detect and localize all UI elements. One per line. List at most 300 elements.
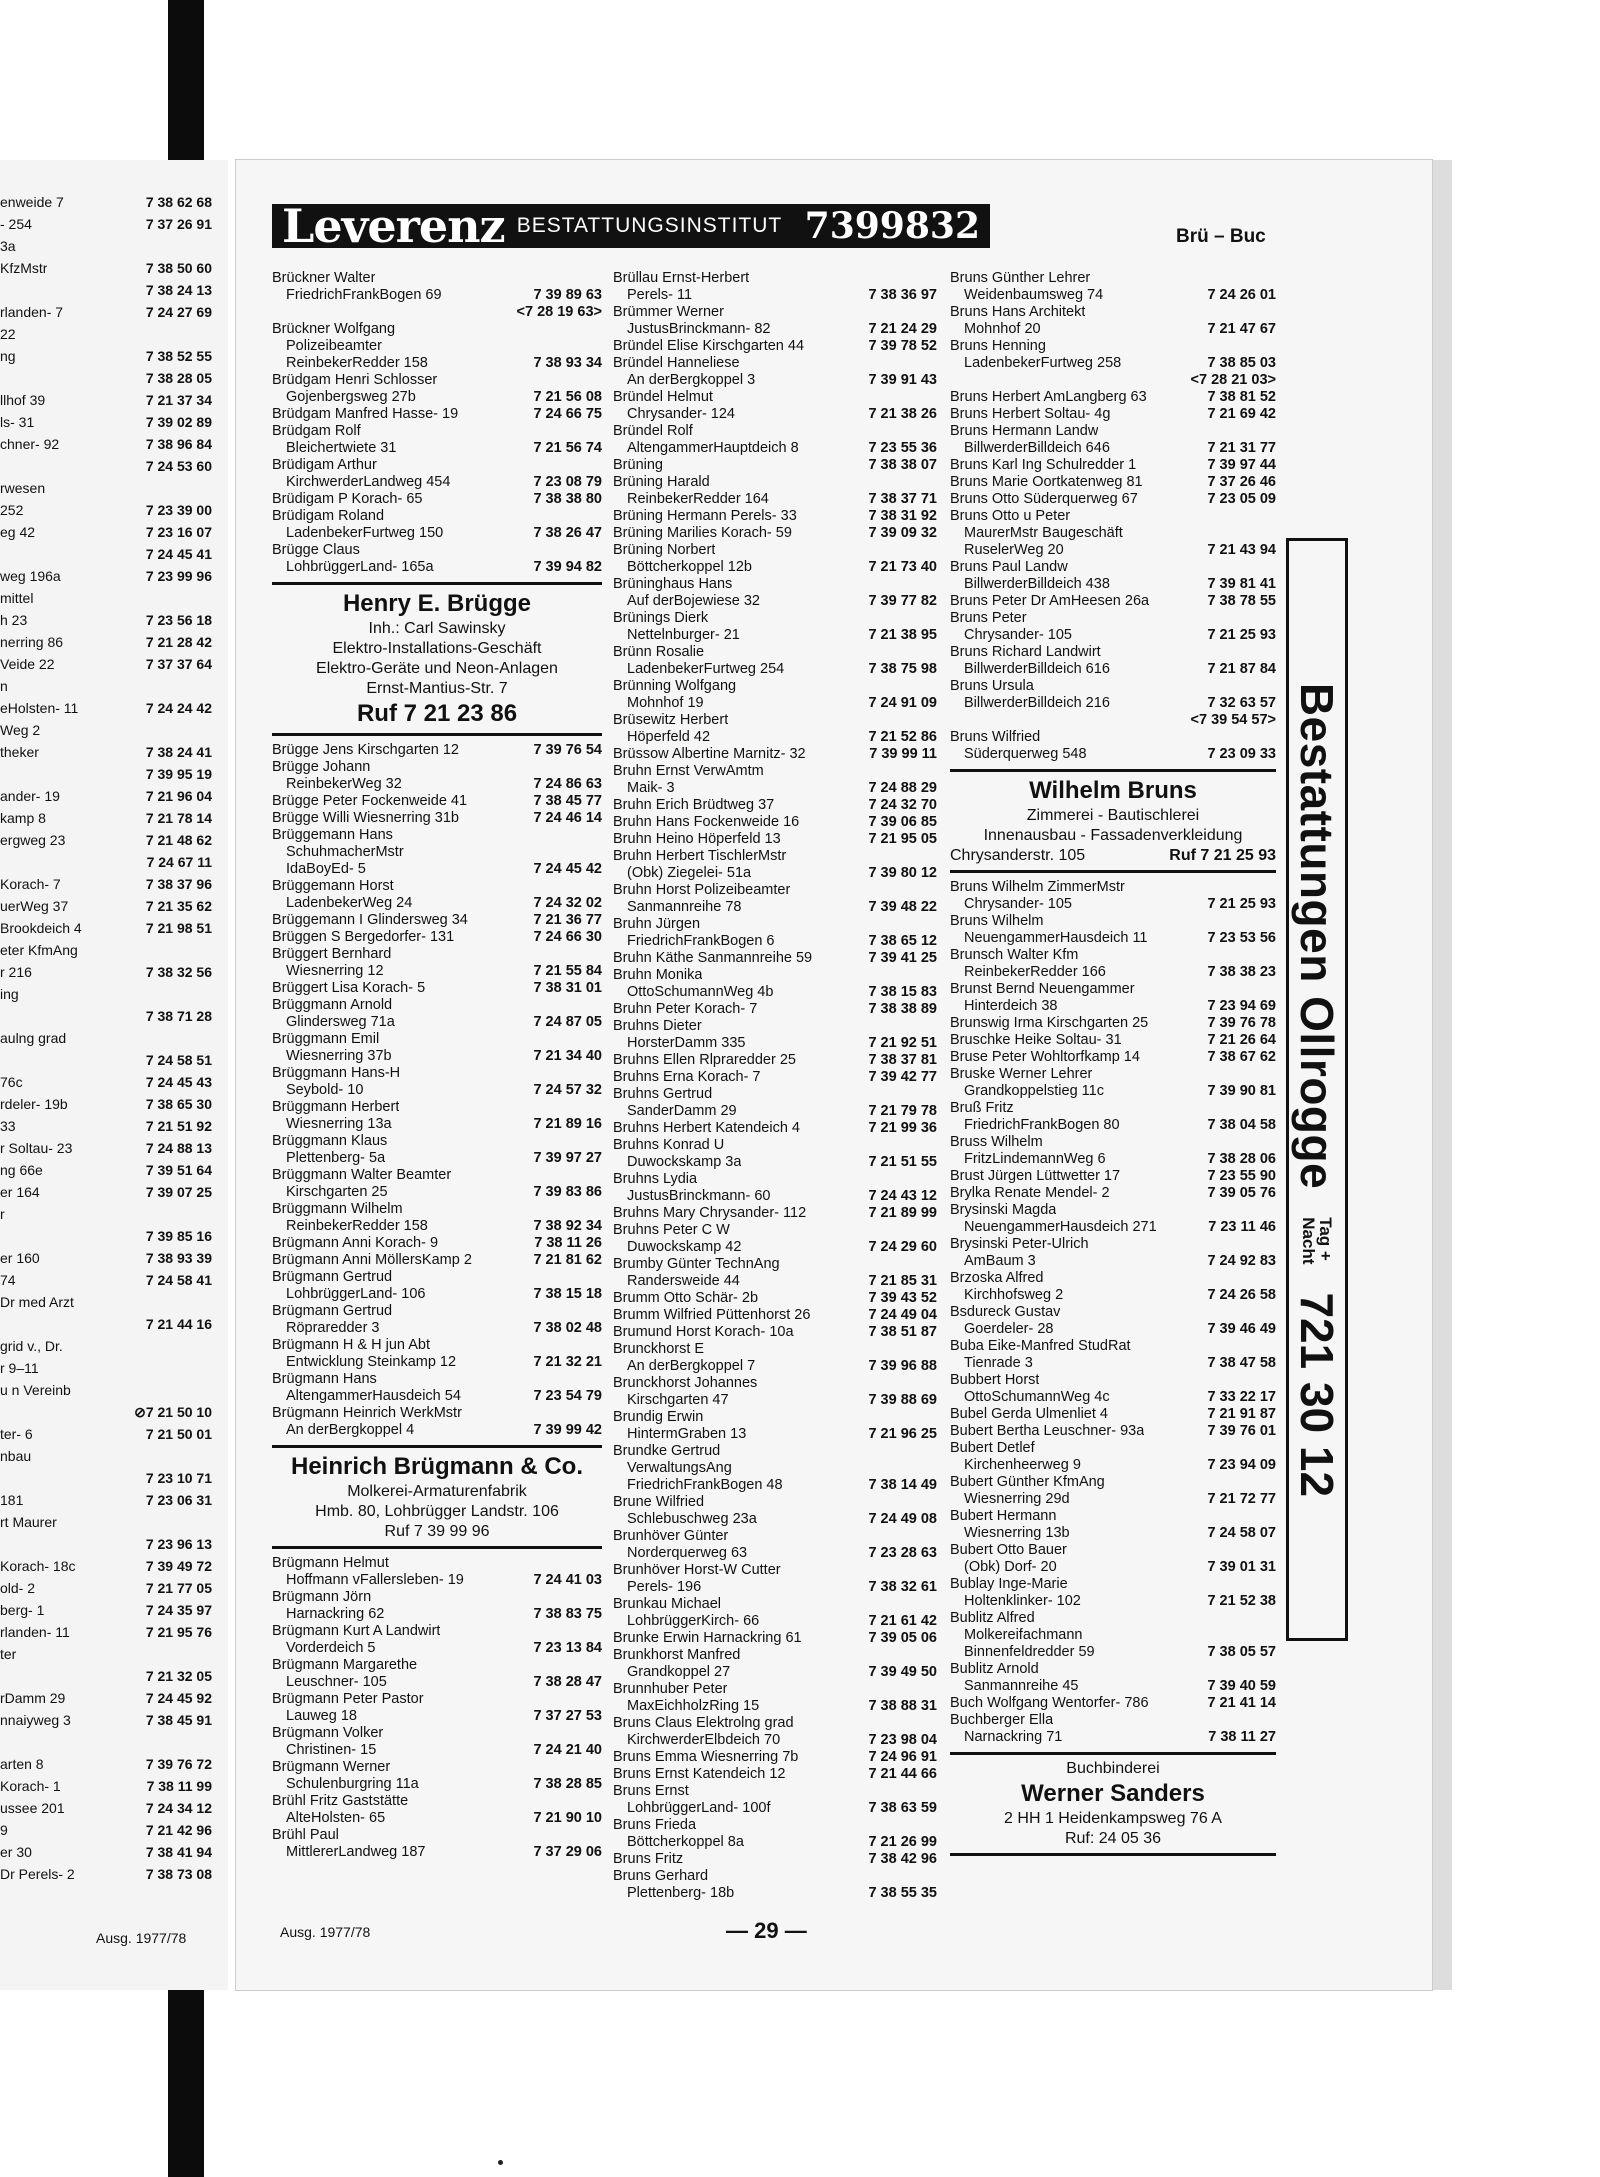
entry-phone: 7 21 73 40	[868, 559, 937, 575]
directory-entry	[272, 542, 602, 559]
directory-entry	[613, 593, 937, 610]
entry-name: Brüggmann Emil	[272, 1031, 380, 1047]
entry-name: Brysinski Peter-Ulrich	[950, 1236, 1089, 1252]
directory-entry	[613, 1630, 937, 1647]
directory-entry	[613, 1783, 937, 1800]
entry-phone: 7 24 58 41	[145, 1272, 212, 1288]
directory-entry	[272, 1167, 602, 1184]
entry-phone: 7 21 92 51	[868, 1035, 937, 1051]
entry-phone	[1272, 1576, 1276, 1593]
left-page-row	[0, 634, 212, 651]
directory-entry	[613, 831, 937, 848]
entry-name: Brüninghaus Hans	[613, 576, 733, 592]
directory-entry	[272, 406, 602, 423]
entry-phone: 7 21 95 05	[868, 831, 937, 847]
directory-entry	[950, 627, 1276, 644]
entry-name: Brüssow Albertine Marnitz- 32	[613, 746, 806, 762]
entry-name: Mohnhof 20	[964, 321, 1041, 337]
entry-phone	[1272, 947, 1276, 964]
entry-name: Brügge Claus	[272, 542, 360, 558]
entry-phone: 7 39 07 25	[145, 1184, 212, 1200]
left-page-row	[0, 502, 212, 519]
entry-phone: 7 38 24 41	[145, 744, 212, 760]
directory-entry	[613, 1766, 937, 1783]
entry-phone: 7 21 43 94	[1207, 542, 1276, 558]
entry-name: Böttcherkoppel 12b	[627, 559, 752, 575]
entry-name: Bruhns Herbert Katendeich 4	[613, 1120, 800, 1136]
entry-name: Bruns Gerhard	[613, 1868, 709, 1884]
directory-entry	[613, 797, 937, 814]
entry-phone: 7 21 52 38	[1207, 1593, 1276, 1609]
left-page-row	[0, 810, 212, 827]
entry-phone: 7 38 11 27	[1208, 1729, 1276, 1745]
directory-entry	[272, 980, 602, 997]
entry-phone	[933, 1460, 937, 1477]
left-page-row	[0, 1426, 212, 1443]
entry-phone	[598, 1201, 602, 1218]
entry-name: Korach- 7	[0, 876, 61, 892]
entry-phone	[1272, 1508, 1276, 1525]
entry-name: LohbrüggerLand- 106	[286, 1286, 426, 1302]
entry-name: Brünn Rosalie	[613, 644, 705, 660]
left-page-row	[0, 1470, 212, 1487]
entry-phone: 7 21 42 96	[145, 1822, 212, 1838]
entry-phone	[598, 372, 602, 389]
entry-name: Weg 2	[0, 722, 41, 738]
entry-name: Brüdgam Manfred Hasse- 19	[272, 406, 459, 422]
entry-name: Brünings Dierk	[613, 610, 709, 626]
entry-phone	[598, 1405, 602, 1422]
entry-phone: 7 24 32 02	[533, 895, 602, 911]
directory-entry	[950, 661, 1276, 678]
left-page-row	[0, 1118, 212, 1135]
left-page-row	[0, 1228, 212, 1245]
directory-entry	[272, 1572, 602, 1589]
entry-phone: 7 38 28 85	[533, 1776, 602, 1792]
directory-entry	[272, 1184, 602, 1201]
entry-phone: 7 21 34 40	[533, 1048, 602, 1064]
entry-phone	[1272, 1270, 1276, 1287]
ad-line: Zimmerei - Bautischlerei	[1026, 807, 1200, 824]
header-banner	[272, 199, 990, 253]
entry-phone: 7 38 62 68	[145, 194, 212, 210]
entry-phone: 7 24 49 08	[868, 1511, 937, 1527]
entry-name: Brunhöver Günter	[613, 1528, 729, 1544]
left-page	[0, 160, 228, 1990]
directory-entry	[613, 1545, 937, 1562]
entry-name: 3a	[0, 238, 16, 254]
entry-name: Brückner Walter	[272, 270, 376, 286]
entry-name: Bruns Wilfried	[950, 729, 1041, 745]
entry-phone: 7 38 93 34	[533, 355, 602, 371]
entry-name: Bruns Emma Wiesnerring 7b	[613, 1749, 799, 1765]
entry-name: Chrysander- 105	[964, 627, 1072, 643]
left-page-row	[0, 260, 212, 277]
entry-phone: 7 23 13 84	[533, 1640, 602, 1656]
directory-entry	[272, 1150, 602, 1167]
left-page-row	[0, 612, 212, 629]
ad-line: Elektro-Geräte und Neon-Anlagen	[316, 660, 558, 677]
entry-name: uerWeg 37	[0, 898, 69, 914]
entry-name: ReinbekerRedder 164	[627, 491, 769, 507]
entry-name: Brumund Horst Korach- 10a	[613, 1324, 794, 1340]
entry-name: Bruns Hermann Landw	[950, 423, 1099, 439]
entry-name: Bublitz Arnold	[950, 1661, 1039, 1677]
left-page-row	[0, 942, 212, 959]
entry-phone: 7 38 28 47	[533, 1674, 602, 1690]
left-page-row	[0, 1316, 212, 1333]
left-page-footer: Ausg. 1977/78	[96, 1930, 187, 1946]
left-page-row	[0, 722, 212, 739]
entry-name: BillwerderBilldeich 646	[964, 440, 1110, 456]
entry-name: LohbrüggerLand- 100f	[627, 1800, 771, 1816]
entry-name: r 9–11	[0, 1360, 39, 1376]
directory-entry	[613, 406, 937, 423]
directory-entry	[613, 1613, 937, 1630]
entry-phone: 7 24 92 83	[1207, 1253, 1276, 1269]
entry-name: Bruns Wilhelm ZimmerMstr	[950, 879, 1125, 895]
entry-name: Sanmannreihe 45	[964, 1678, 1079, 1694]
entry-phone	[598, 1269, 602, 1286]
entry-name: AltengammerHausdeich 54	[286, 1388, 461, 1404]
entry-phone: 7 39 90 81	[1207, 1083, 1276, 1099]
entry-phone: 7 21 56 08	[533, 389, 602, 405]
entry-phone	[933, 1494, 937, 1511]
entry-name: Norderquerweg 63	[627, 1545, 748, 1561]
alternate-phone: <7 39 54 57>	[1190, 712, 1276, 728]
left-page-row	[0, 854, 212, 871]
directory-entry	[950, 1066, 1276, 1083]
entry-name: ls- 31	[0, 414, 35, 430]
entry-phone: 7 39 88 69	[868, 1392, 937, 1408]
ad-line: Ruf: 24 05 36	[1064, 1830, 1162, 1847]
entry-name: MittlererLandweg 187	[286, 1844, 426, 1860]
entry-phone: 7 24 87 05	[533, 1014, 602, 1030]
directory-entry	[272, 1218, 602, 1235]
entry-phone	[933, 576, 937, 593]
entry-phone: 7 21 51 92	[145, 1118, 212, 1134]
entry-name: Brüggmann Wilhelm	[272, 1201, 403, 1217]
directory-entry	[950, 1338, 1276, 1355]
directory-entry	[613, 1800, 937, 1817]
directory-entry	[272, 793, 602, 810]
left-page-row	[0, 700, 212, 717]
directory-entry	[613, 1069, 937, 1086]
directory-entry	[613, 542, 937, 559]
left-page-row	[0, 326, 212, 343]
directory-entry	[950, 440, 1276, 457]
entry-name: Bruss Wilhelm	[950, 1134, 1043, 1150]
directory-entry	[613, 1120, 937, 1137]
directory-entry	[272, 1725, 602, 1742]
directory-entry	[950, 1151, 1276, 1168]
directory-entry	[950, 593, 1276, 610]
entry-phone	[598, 1167, 602, 1184]
entry-phone: 7 24 58 51	[145, 1052, 212, 1068]
entry-name: Goerdeler- 28	[964, 1321, 1054, 1337]
entry-phone: 7 38 81 52	[1207, 389, 1276, 405]
entry-phone	[933, 848, 937, 865]
directory-entry	[272, 1065, 602, 1082]
entry-name: OttoSchumannWeg 4b	[627, 984, 774, 1000]
entry-phone: 7 21 41 14	[1207, 1695, 1276, 1711]
entry-phone	[1272, 729, 1276, 746]
directory-entry	[950, 389, 1276, 406]
directory-entry	[613, 644, 937, 661]
entry-name: Bubert Hermann	[950, 1508, 1057, 1524]
entry-name: 22	[0, 326, 16, 342]
entry-phone: 7 39 49 50	[868, 1664, 937, 1680]
directory-entry	[613, 763, 937, 780]
entry-name: FriedrichFrankBogen 6	[627, 933, 775, 949]
entry-name: Brunckhorst E	[613, 1341, 705, 1357]
entry-name: rlanden- 11	[0, 1624, 70, 1640]
entry-name: Brügmann H & H jun Abt	[272, 1337, 430, 1353]
entry-phone: 7 21 26 64	[1207, 1032, 1276, 1048]
entry-phone: 7 23 08 79	[533, 474, 602, 490]
directory-entry	[950, 1423, 1276, 1440]
directory-entry	[272, 742, 602, 759]
entry-phone: 7 39 94 82	[533, 559, 602, 575]
left-page-row	[0, 414, 212, 431]
entry-name: NeuengammerHausdeich 11	[964, 930, 1148, 946]
entry-phone: 7 37 27 53	[533, 1708, 602, 1724]
directory-entry	[613, 984, 937, 1001]
directory-entry	[613, 1409, 937, 1426]
directory-entry	[613, 1698, 937, 1715]
entry-name: Brunsch Walter Kfm	[950, 947, 1079, 963]
entry-phone	[598, 1099, 602, 1116]
entry-phone	[1272, 981, 1276, 998]
entry-phone: 7 24 58 07	[1207, 1525, 1276, 1541]
entry-name: Brüdigam Arthur	[272, 457, 377, 473]
directory-entry	[950, 1083, 1276, 1100]
entry-phone: 7 39 40 59	[1207, 1678, 1276, 1694]
entry-name: Bruhns Ellen Rlpraredder 25	[613, 1052, 796, 1068]
entry-name: ReinbekerRedder 158	[286, 355, 428, 371]
directory-entry	[272, 1606, 602, 1623]
entry-name: Bruhn Jürgen	[613, 916, 701, 932]
left-page-row	[0, 1756, 212, 1773]
directory-entry	[272, 389, 602, 406]
entry-name: Bubbert Horst	[950, 1372, 1040, 1388]
directory-entry	[272, 1320, 602, 1337]
entry-phone	[598, 1623, 602, 1640]
directory-entry	[950, 270, 1276, 287]
entry-name: rlanden- 7	[0, 304, 64, 320]
banner-phone: 7399832	[804, 205, 980, 247]
page-edge	[1432, 160, 1452, 1990]
entry-phone	[933, 1681, 937, 1698]
ad-line: Ruf 7 39 99 96	[384, 1523, 490, 1540]
entry-name: Duwockskamp 42	[627, 1239, 742, 1255]
directory-entry	[613, 1715, 937, 1732]
entry-name: BillwerderBilldeich 616	[964, 661, 1110, 677]
entry-phone: 7 21 56 74	[533, 440, 602, 456]
entry-phone: 7 39 99 11	[869, 746, 937, 762]
entry-phone: 7 39 05 06	[868, 1630, 937, 1646]
entry-phone: 7 37 29 06	[533, 1844, 602, 1860]
left-page-row	[0, 1140, 212, 1157]
directory-entry	[272, 1201, 602, 1218]
directory-entry	[950, 879, 1276, 896]
entry-name: Randersweide 44	[627, 1273, 740, 1289]
entry-name: Wiesnerring 12	[286, 963, 384, 979]
entry-name: Molkereifachmann	[964, 1627, 1083, 1643]
entry-phone: 7 39 83 86	[533, 1184, 602, 1200]
entry-name: Bründel Hanneliese	[613, 355, 740, 371]
entry-phone: 7 23 55 36	[868, 440, 937, 456]
entry-phone: 7 21 96 25	[868, 1426, 937, 1442]
entry-name: Bründel Elise Kirschgarten 44	[613, 338, 805, 354]
directory-entry	[950, 1474, 1276, 1491]
left-page-row	[0, 678, 212, 695]
entry-phone: 7 21 90 10	[533, 1810, 602, 1826]
speck	[498, 2160, 503, 2165]
entry-name: 33	[0, 1118, 16, 1134]
directory-entry	[613, 1307, 937, 1324]
entry-phone: 7 38 37 81	[868, 1052, 937, 1068]
entry-name: Schulenburgring 11a	[286, 1776, 419, 1792]
entry-phone	[598, 827, 602, 844]
left-page-row	[0, 370, 212, 387]
entry-phone: 7 38 26 47	[533, 525, 602, 541]
entry-name: Brysinski Magda	[950, 1202, 1057, 1218]
entry-name: IdaBoyEd- 5	[286, 861, 366, 877]
entry-name: Brundke Gertrud	[613, 1443, 721, 1459]
entry-phone: 7 38 15 83	[868, 984, 937, 1000]
entry-name: Bubert Bertha Leuschner- 93a	[950, 1423, 1145, 1439]
entry-phone	[598, 1337, 602, 1354]
directory-entry	[950, 1389, 1276, 1406]
entry-phone: 7 38 65 12	[868, 933, 937, 949]
entry-name: Entwicklung Steinkamp 12	[286, 1354, 457, 1370]
entry-name: Brüggemann I Glindersweg 34	[272, 912, 468, 928]
directory-entry	[272, 1116, 602, 1133]
entry-name: Brzoska Alfred	[950, 1270, 1044, 1286]
left-page-row	[0, 788, 212, 805]
directory-entry	[613, 525, 937, 542]
entry-phone: 7 38 37 96	[145, 876, 212, 892]
directory-entry	[272, 895, 602, 912]
directory-entry	[950, 610, 1276, 627]
entry-name: Bruns Peter	[950, 610, 1027, 626]
entry-phone: 7 21 25 93	[1207, 627, 1276, 643]
left-page-row	[0, 1404, 212, 1421]
directory-entry	[272, 1082, 602, 1099]
entry-name: h 23	[0, 612, 28, 628]
entry-name: Brüggmann Klaus	[272, 1133, 388, 1149]
entry-phone: 7 24 41 03	[533, 1572, 602, 1588]
left-page-row	[0, 964, 212, 981]
entry-name: Bruns Wilhelm	[950, 913, 1044, 929]
directory-entry	[613, 1171, 937, 1188]
directory-entry	[272, 525, 602, 542]
directory-entry	[613, 1817, 937, 1834]
entry-phone	[933, 644, 937, 661]
directory-entry	[613, 746, 937, 763]
entry-name: Wiesnerring 13a	[286, 1116, 392, 1132]
entry-phone: 7 38 47 58	[1207, 1355, 1276, 1371]
directory-entry	[272, 1337, 602, 1354]
entry-phone: 7 39 99 42	[533, 1422, 602, 1438]
directory-entry	[950, 1559, 1276, 1576]
entry-name: Bruns Karl Ing Schulredder 1	[950, 457, 1137, 473]
directory-entry	[272, 321, 602, 338]
entry-phone	[598, 1555, 602, 1572]
directory-entry	[272, 1674, 602, 1691]
entry-phone	[933, 678, 937, 695]
entry-phone	[933, 712, 937, 729]
entry-phone	[598, 1827, 602, 1844]
directory-entry	[613, 1205, 937, 1222]
entry-name: Bruhn Käthe Sanmannreihe 59	[613, 950, 813, 966]
directory-entry	[272, 1827, 602, 1844]
directory-entry	[613, 967, 937, 984]
directory-entry	[613, 1596, 937, 1613]
entry-name: Brügmann Gertrud	[272, 1303, 393, 1319]
directory-entry	[272, 912, 602, 929]
column-2	[613, 270, 937, 1902]
entry-phone	[598, 457, 602, 474]
entry-phone: 7 37 26 46	[1207, 474, 1276, 490]
left-page-row	[0, 1008, 212, 1025]
left-page-row	[0, 1866, 212, 1883]
entry-phone: 7 39 96 88	[868, 1358, 937, 1374]
entry-name: Brumm Wilfried Püttenhorst 26	[613, 1307, 811, 1323]
entry-name: Glindersweg 71a	[286, 1014, 395, 1030]
entry-name: Brügmann Volker	[272, 1725, 384, 1741]
entry-phone	[933, 1715, 937, 1732]
directory-entry	[272, 1793, 602, 1810]
directory-entry	[950, 1049, 1276, 1066]
entry-phone: 7 21 36 77	[533, 912, 602, 928]
entry-phone: 7 23 53 56	[1207, 930, 1276, 946]
entry-phone: 7 38 93 39	[145, 1250, 212, 1266]
entry-name: Duwockskamp 3a	[627, 1154, 742, 1170]
entry-phone: 7 38 45 77	[533, 793, 602, 809]
entry-phone: 7 39 78 52	[868, 338, 937, 354]
entry-name: berg- 1	[0, 1602, 45, 1618]
entry-name: Brügmann Anni MöllersKamp 2	[272, 1252, 472, 1268]
directory-entry	[272, 1014, 602, 1031]
entry-name: An derBergkoppel 7	[627, 1358, 756, 1374]
entry-name: Brüggmann Walter Beamter	[272, 1167, 452, 1183]
left-page-row	[0, 282, 212, 299]
entry-name: Bruns Claus Elektrolng grad	[613, 1715, 794, 1731]
directory-entry	[950, 559, 1276, 576]
entry-phone: 7 39 80 12	[868, 865, 937, 881]
directory-entry	[950, 746, 1276, 763]
entry-name: Brügmann Hans	[272, 1371, 377, 1387]
entry-name: Brüggmann Hans-H	[272, 1065, 401, 1081]
entry-name: Brüsewitz Herbert	[613, 712, 729, 728]
entry-name: AlteHolsten- 65	[286, 1810, 386, 1826]
entry-name: FriedrichFrankBogen 69	[286, 287, 442, 303]
entry-phone: 7 23 98 04	[868, 1732, 937, 1748]
entry-name: Weidenbaumsweg 74	[964, 287, 1104, 303]
ad-title: Heinrich Brügmann & Co.	[290, 1453, 584, 1480]
left-page-row	[0, 590, 212, 607]
directory-entry	[272, 1776, 602, 1793]
entry-phone: 7 38 73 08	[145, 1866, 212, 1882]
entry-phone: 7 24 66 30	[533, 929, 602, 945]
left-page-row	[0, 304, 212, 321]
directory-entry	[272, 1031, 602, 1048]
entry-name: 252	[0, 502, 24, 518]
directory-entry	[272, 946, 602, 963]
entry-name: ReinbekerRedder 158	[286, 1218, 428, 1234]
